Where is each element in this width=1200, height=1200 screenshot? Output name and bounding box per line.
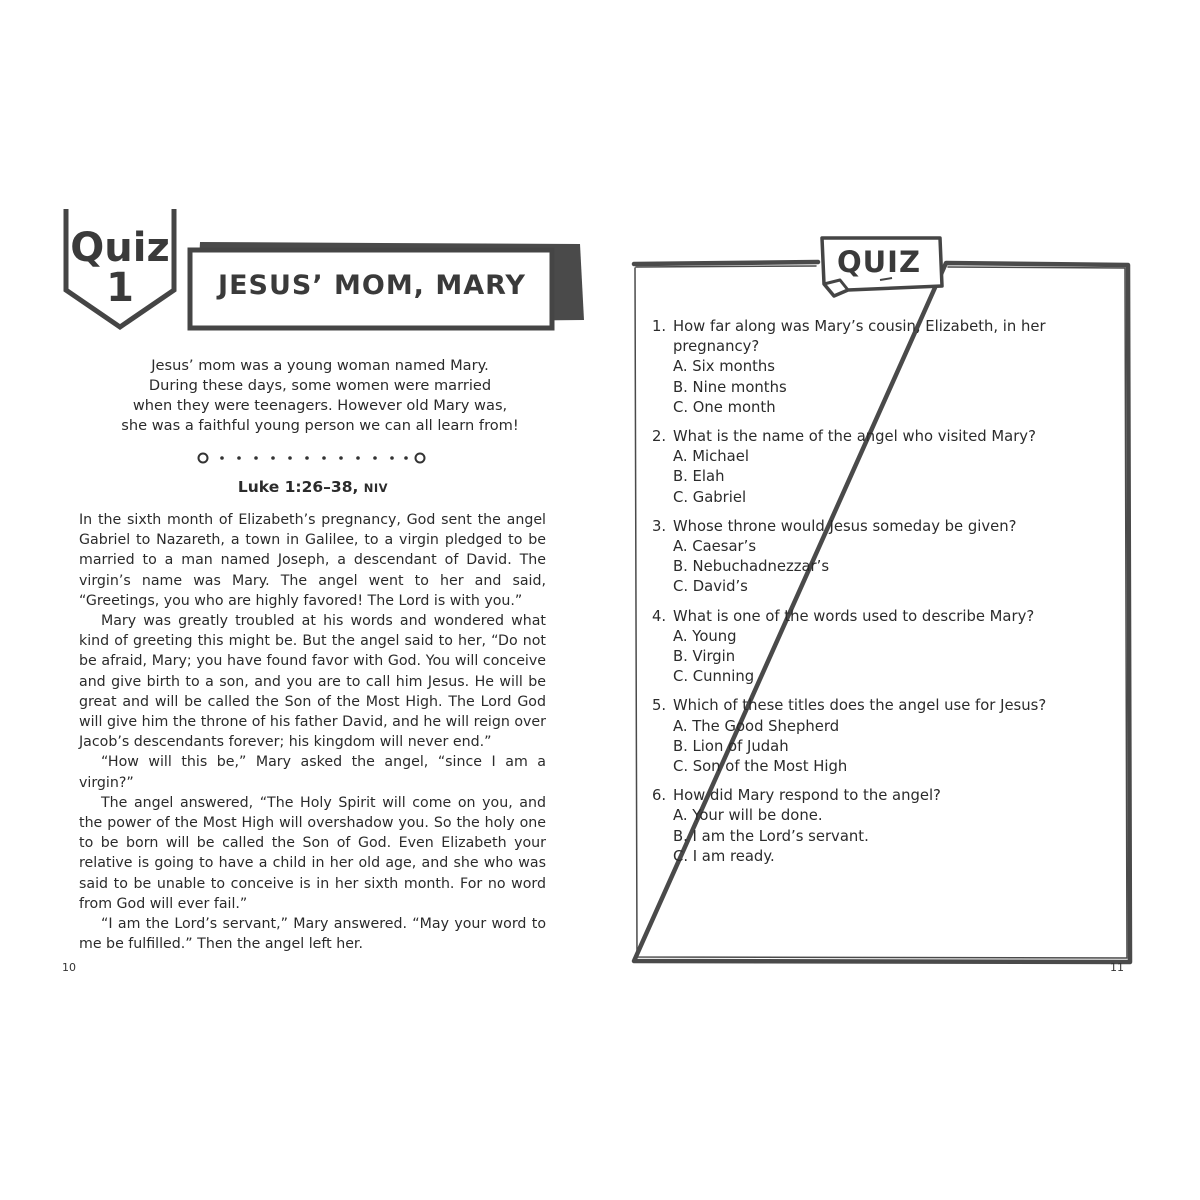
answer-option: B. Lion of Judah [673, 737, 789, 755]
page-number-right: 11 [1110, 961, 1124, 974]
intro-line: she was a faithful young person we can all learn from! [121, 417, 519, 434]
answer-option: C. Son of the Most High [673, 758, 848, 776]
quiz-question [652, 427, 1092, 508]
question-number: 4. [652, 607, 667, 625]
answer-option: C. David’s [673, 578, 748, 596]
scripture-paragraph: The angel answered, “The Holy Spirit will come on you, and the power of the Most High will overshadow you. So the holy one to be born will be called the Son of God. Even Elizabeth your relative is going to have a child in her old age, and she who was said to be unable to conceive is in her sixth month. For no word from God will ever fail.” [79, 794, 546, 912]
scripture-paragraph: Mary was greatly troubled at his words and wondered what kind of greeting this might be. But the angel said to her, “Do not be afraid, Mary; you have found favor with God. You will conceive and give birth to a son, and you are to call him Jesus. He will be great and will be called the Son of the Most High. The Lord God will give him the throne of his father David, and he will reign over Jacob’s descendants forever; his kingdom will never end.” [79, 613, 546, 751]
scripture-paragraph: “I am the Lord’s servant,” Mary answered. “May your word to me be fulfilled.” Then the angel left her. [79, 916, 546, 953]
answer-option: B. Elah [673, 468, 725, 486]
scripture-text [79, 510, 546, 954]
reference-text: Luke 1:26–38, [237, 478, 359, 496]
answer-option: A. Caesar’s [673, 538, 757, 556]
question-text: How did Mary respond to the angel? [673, 787, 941, 805]
quiz-badge-label: Quiz [70, 225, 170, 271]
quiz-question [652, 696, 1092, 777]
intro-line: During these days, some women were married [148, 377, 492, 394]
scripture-reference [200, 478, 426, 496]
answer-option: A. The Good Shepherd [673, 717, 840, 735]
reference-version: NIV [363, 481, 389, 495]
quiz-questions [652, 317, 1092, 876]
answer-option: B. Virgin [673, 648, 736, 666]
question-number: 1. [652, 318, 667, 335]
quiz-question [652, 607, 1092, 688]
question-text: What is the name of the angel who visited Mary? [673, 428, 1036, 446]
dotted-divider [196, 450, 428, 466]
question-number: 3. [652, 517, 667, 535]
question-number: 6. [652, 787, 667, 805]
answer-option: C. One month [673, 398, 776, 416]
answer-option: A. Michael [673, 448, 749, 466]
answer-option: A. Six months [673, 358, 775, 376]
answer-option: C. Cunning [673, 668, 755, 686]
question-text: Which of these titles does the angel use for Jesus? [673, 697, 1047, 715]
answer-option: B. Nine months [673, 378, 787, 396]
scripture-paragraph: “How will this be,” Mary asked the angel, “since I am a virgin?” [79, 754, 546, 791]
quiz-question [652, 786, 1092, 867]
quiz-badge-number: 1 [106, 265, 134, 311]
question-text: What is one of the words used to describe Mary? [673, 607, 1035, 625]
question-number: 5. [652, 697, 667, 715]
intro-line: Jesus’ mom was a young woman named Mary. [151, 357, 489, 374]
page-title: JESUS’ MOM, MARY [218, 270, 526, 301]
answer-option: A. Your will be done. [673, 807, 823, 825]
answer-option: B. I am the Lord’s servant. [673, 827, 869, 845]
intro-line: when they were teenagers. However old Mary was, [132, 397, 508, 414]
answer-option: A. Young [673, 627, 737, 645]
quiz-tag: QUIZ [836, 245, 922, 279]
question-text: How far along was Mary’s cousin, Elizabeth, in her pregnancy? [673, 318, 1046, 356]
question-text: Whose throne would Jesus someday be given? [673, 517, 1017, 535]
answer-option: C. Gabriel [673, 488, 747, 506]
scripture-paragraph: In the sixth month of Elizabeth’s pregnancy, God sent the angel Gabriel to Nazareth, a town in Galilee, to a virgin pledged to be married to a man named Joseph, a descendant of David. The virgin’s name was Mary. The angel went to her and said, “Greetings, you who are highly favored! The Lord is with you.” [79, 512, 546, 609]
quiz-question [652, 317, 1092, 418]
quiz-question [652, 517, 1092, 598]
answer-option: B. Nebuchadnezzar’s [673, 558, 830, 576]
question-number: 2. [652, 428, 667, 446]
page-number-left: 10 [62, 961, 76, 974]
answer-option: C. I am ready. [673, 847, 775, 865]
